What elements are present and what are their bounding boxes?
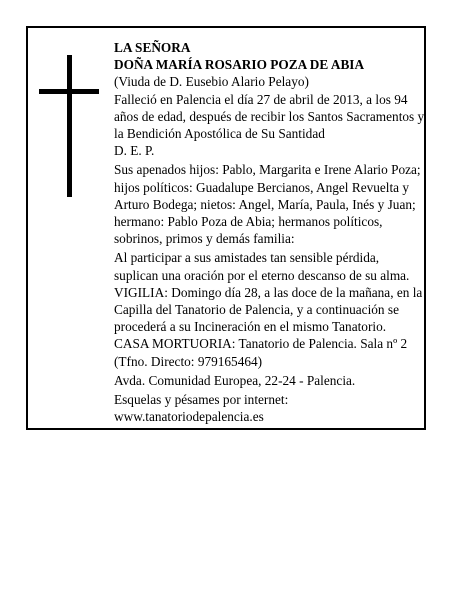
cross-icon: [39, 55, 99, 197]
internet-link[interactable]: www.tanatoriodepalencia.es: [114, 409, 264, 425]
mortuary-address: Avda. Comunidad Europea, 22-24 - Palencia.: [114, 372, 356, 388]
cross-vertical-bar: [67, 55, 72, 197]
vigil-info: VIGILIA: Domingo día 28, a las doce de la mañana, en la Capilla del Tanatorio de Palencia, y a continuación se procederá a su Incineración en el mismo Tanatorio.: [114, 284, 423, 335]
prayer-request: Al participar a sus amistades tan sensible pérdida, suplican una oración por el eterno descanso de su alma.: [114, 250, 410, 283]
obituary-text: [114, 39, 426, 425]
widow-of-line: (Viuda de D. Eusebio Alario Pelayo): [114, 74, 309, 90]
mortuary-info: CASA MORTUORIA: Tanatorio de Palencia. Sala nº 2 (Tfno. Directo: 979165464): [114, 336, 408, 369]
obituary-heading: LA SEÑORA: [114, 40, 191, 55]
death-notice: Falleció en Palencia el día 27 de abril de 2013, a los 94 años de edad, después de recibir los Santos Sacramentos y la Bendición Apostólica de Su Santidad: [114, 91, 425, 142]
obituary-notice: [26, 26, 426, 430]
internet-label: Esquelas y pésames por internet:: [114, 392, 289, 408]
deceased-name: DOÑA MARÍA ROSARIO POZA DE ABIA: [114, 57, 365, 73]
rip-line: D. E. P.: [114, 143, 155, 159]
cross-horizontal-bar: [39, 89, 99, 94]
family-list: Sus apenados hijos: Pablo, Margarita e Irene Alario Poza; hijos políticos: Guadalupe Bercianos, Angel Revuelta y Arturo Bodega; nietos: Angel, María, Paula, Inés y Juan; hermano: Pablo Poza de Abia; hermanos políticos, sobrinos, primos y demás familia:: [114, 162, 421, 247]
